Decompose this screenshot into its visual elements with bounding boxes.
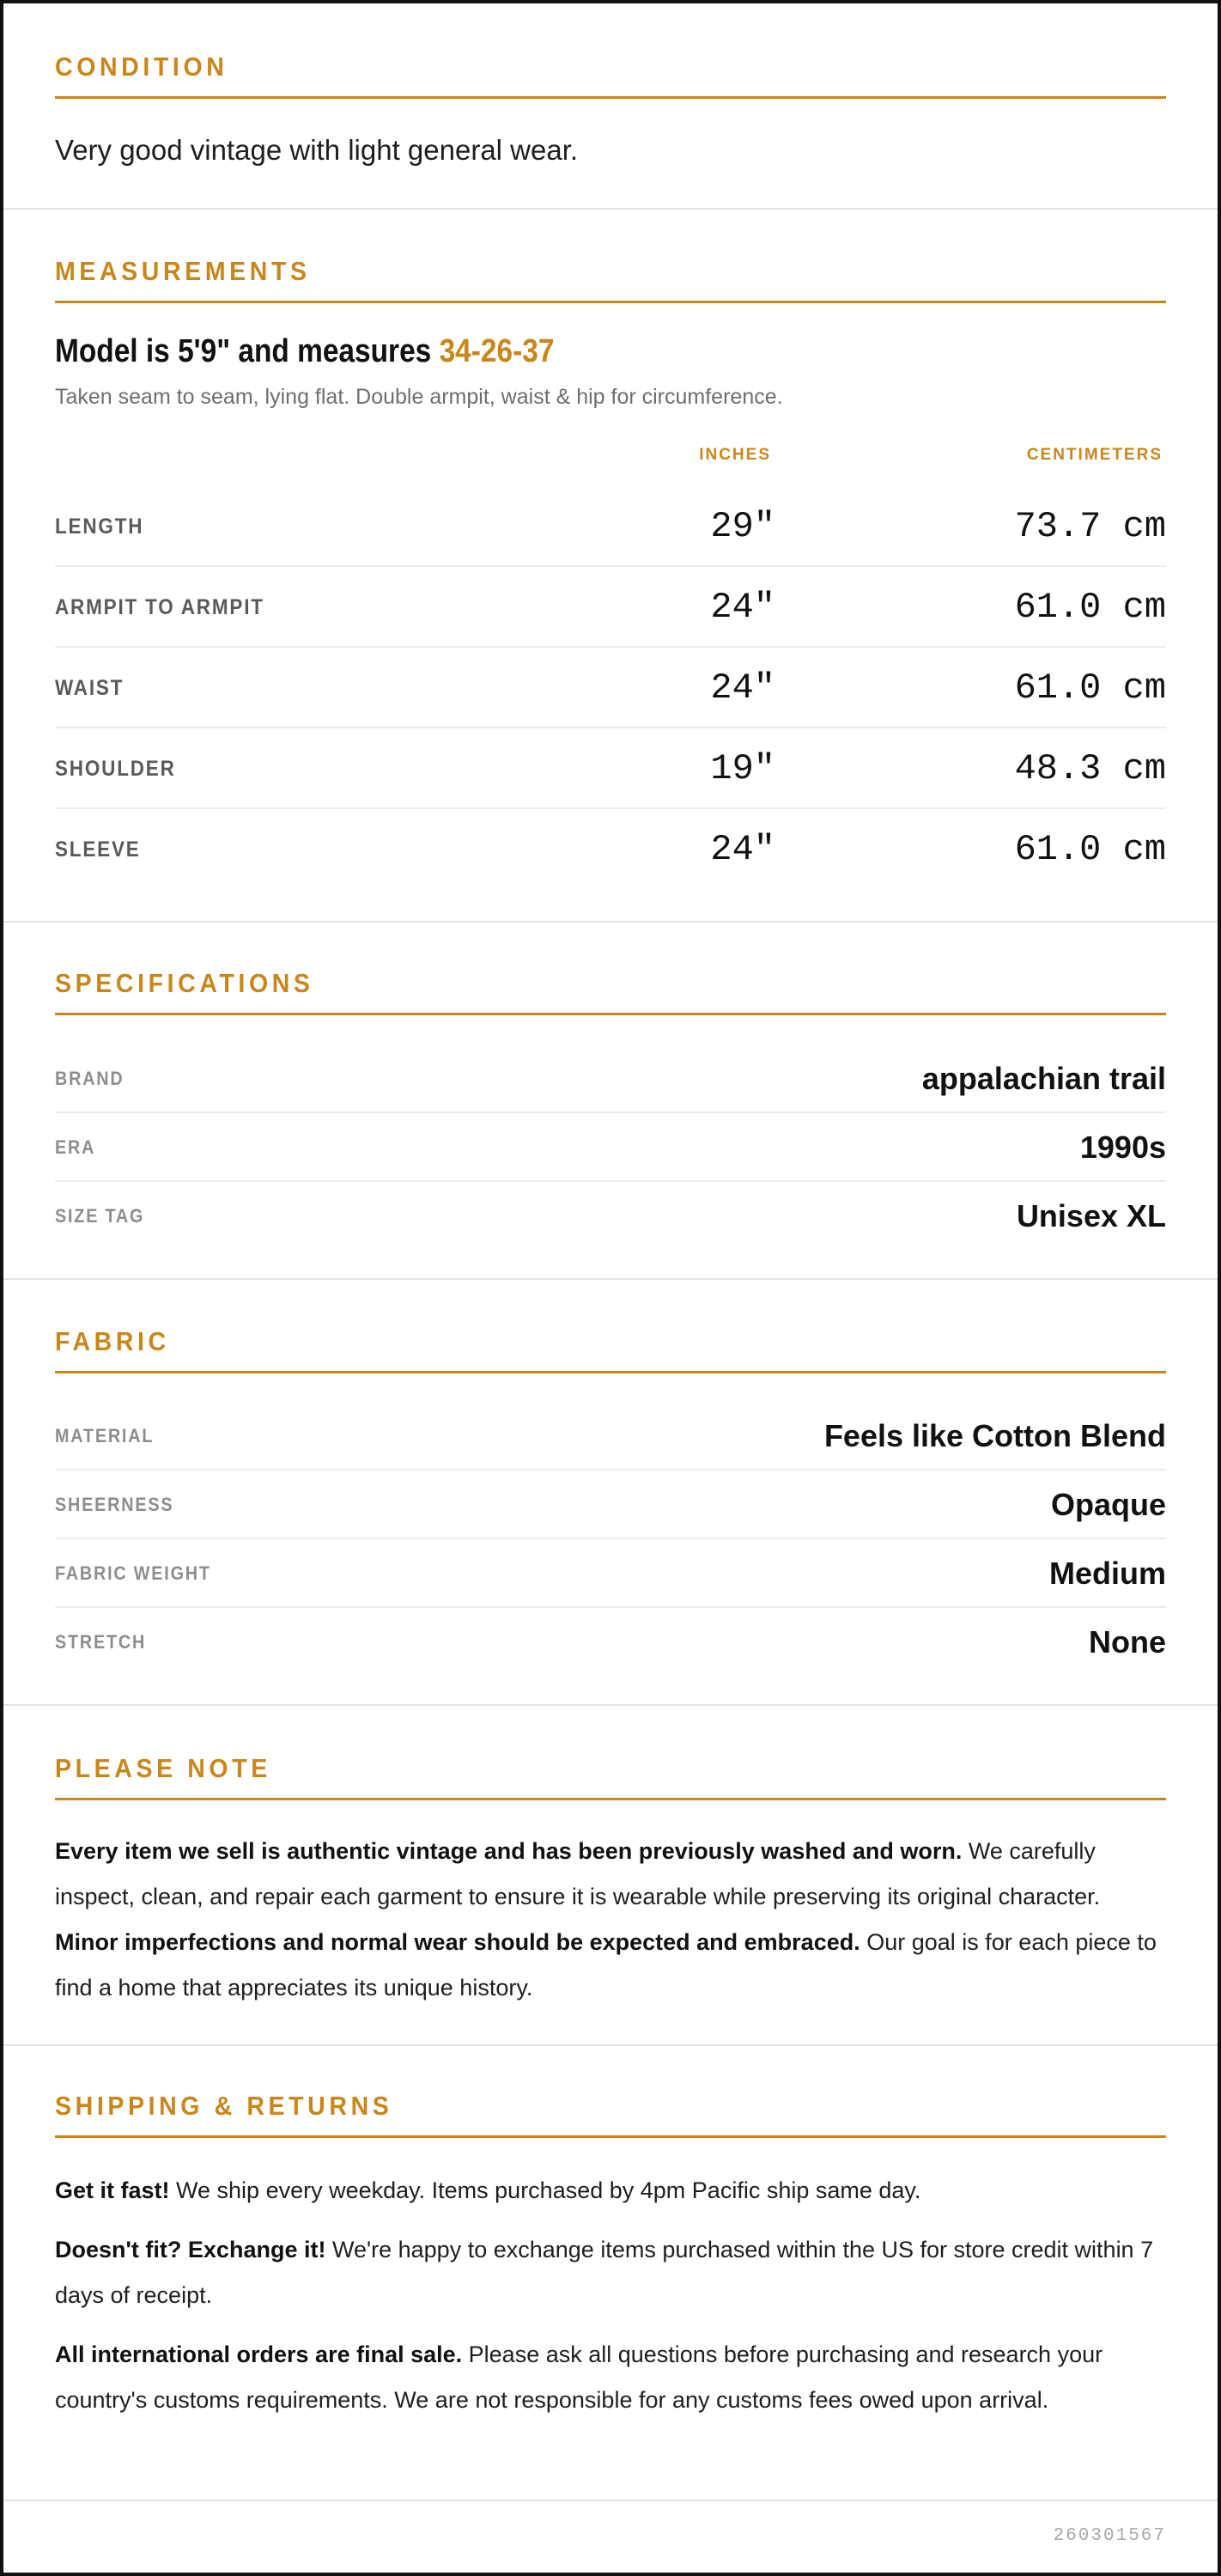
spec-row-era xyxy=(55,1113,1166,1182)
please-note-text xyxy=(55,1829,1166,2011)
fabric-title: FABRIC xyxy=(55,1326,170,1356)
section-divider xyxy=(3,921,1218,923)
shipping-returns-rule xyxy=(55,2135,1166,2138)
fabric-value: Opaque xyxy=(1050,1487,1166,1522)
fabric-label: STRETCH xyxy=(55,1631,147,1653)
shipping-text-3: Please ask all questions before purchasing and research your country's customs requirements. We are not responsible for any customs fees owed upon arrival. xyxy=(55,2342,1103,2413)
measurement-inches: 24" xyxy=(710,587,775,628)
fabric-label: FABRIC WEIGHT xyxy=(55,1562,211,1584)
condition-title: CONDITION xyxy=(55,52,228,82)
please-note-rule xyxy=(55,1798,1166,1800)
note-text-2: Our goal is for each piece to find a home that appreciates its unique history. xyxy=(55,1929,1157,2001)
section-divider xyxy=(3,1278,1218,1280)
measurement-cm: 61.0 cm xyxy=(1014,667,1166,709)
measurement-label: WAIST xyxy=(55,676,125,700)
shipping-emphasis-3: All international orders are final sale. xyxy=(55,2342,463,2367)
fabric-row-material xyxy=(55,1402,1166,1471)
measurement-label: SHOULDER xyxy=(55,757,176,781)
fabric-value: None xyxy=(1089,1624,1166,1659)
measurement-method-note: Taken seam to seam, lying flat. Double armpit, waist & hip for circumference. xyxy=(55,385,783,409)
spec-row-brand xyxy=(55,1044,1166,1113)
measurement-cm: 61.0 cm xyxy=(1014,829,1166,870)
product-sku: 260301567 xyxy=(1053,2526,1166,2546)
measurement-cm: 48.3 cm xyxy=(1014,748,1166,789)
measurements-rule xyxy=(55,301,1166,303)
model-measures-heading xyxy=(55,333,554,370)
section-divider xyxy=(3,1704,1218,1706)
measurement-cm: 73.7 cm xyxy=(1014,506,1166,547)
spec-label: ERA xyxy=(55,1136,96,1158)
fabric-label: SHEERNESS xyxy=(55,1494,174,1515)
shipping-emphasis-1: Get it fast! xyxy=(55,2177,170,2203)
fabric-value: Feels like Cotton Blend xyxy=(823,1418,1166,1453)
measurement-label: ARMPIT TO ARMPIT xyxy=(55,595,264,619)
spec-value: Unisex XL xyxy=(1016,1198,1166,1233)
shipping-returns-title: SHIPPING & RETURNS xyxy=(55,2091,393,2121)
measurement-inches: 24" xyxy=(710,667,775,709)
spec-value: 1990s xyxy=(1079,1130,1166,1165)
measurement-inches: 29" xyxy=(710,506,775,547)
fabric-rule xyxy=(55,1371,1166,1373)
spec-label: SIZE TAG xyxy=(55,1205,145,1227)
spec-label: BRAND xyxy=(55,1068,125,1089)
shipping-text-1: We ship every weekday. Items purchased by 4pm Pacific ship same day. xyxy=(169,2177,921,2203)
note-text-1: We carefully inspect, clean, and repair each garment to ensure it is wearable while preserving its original character. xyxy=(55,1838,1101,1909)
centimeters-column-header: CENTIMETERS xyxy=(1026,446,1163,464)
measurements-title: MEASUREMENTS xyxy=(55,256,311,286)
spec-row-size-tag xyxy=(55,1182,1166,1251)
shipping-paragraph-2 xyxy=(55,2227,1166,2318)
measurement-row xyxy=(55,648,1166,728)
inches-column-header: INCHES xyxy=(699,446,771,464)
shipping-paragraph-3 xyxy=(55,2332,1166,2423)
measurement-cm: 61.0 cm xyxy=(1014,587,1166,628)
shipping-text-2: We're happy to exchange items purchased within the US for store credit within 7 days of receipt. xyxy=(55,2237,1154,2308)
fabric-row-sheerness xyxy=(55,1471,1166,1539)
measurement-row xyxy=(55,809,1166,890)
specifications-rule xyxy=(55,1013,1166,1015)
condition-text: Very good vintage with light general wear. xyxy=(55,134,579,166)
measurement-label: LENGTH xyxy=(55,515,144,539)
fabric-label: MATERIAL xyxy=(55,1425,155,1446)
model-measures-prefix: Model is 5'9" and measures xyxy=(55,333,440,369)
note-emphasis-1: Every item we sell is authentic vintage and has been previously washed and worn. xyxy=(55,1838,963,1864)
measurement-inches: 19" xyxy=(710,748,775,789)
shipping-emphasis-2: Doesn't fit? Exchange it! xyxy=(55,2237,326,2262)
shipping-paragraph-1 xyxy=(55,2168,1166,2214)
specifications-title: SPECIFICATIONS xyxy=(55,968,314,998)
section-divider xyxy=(3,208,1218,210)
note-emphasis-2: Minor imperfections and normal wear should be expected and embraced. xyxy=(55,1929,860,1955)
measurement-inches: 24" xyxy=(710,829,775,870)
section-divider xyxy=(3,2044,1218,2046)
fabric-row-weight xyxy=(55,1539,1166,1608)
fabric-row-stretch xyxy=(55,1608,1166,1677)
condition-rule xyxy=(55,96,1166,99)
measurement-label: SLEEVE xyxy=(55,837,141,862)
measurement-row xyxy=(55,728,1166,809)
measurement-row xyxy=(55,567,1166,648)
please-note-title: PLEASE NOTE xyxy=(55,1753,271,1783)
fabric-value: Medium xyxy=(1048,1556,1166,1591)
section-divider xyxy=(3,2500,1218,2501)
model-measures-figures: 34-26-37 xyxy=(439,333,555,369)
spec-value: appalachian trail xyxy=(921,1061,1166,1096)
measurement-row xyxy=(55,486,1166,567)
